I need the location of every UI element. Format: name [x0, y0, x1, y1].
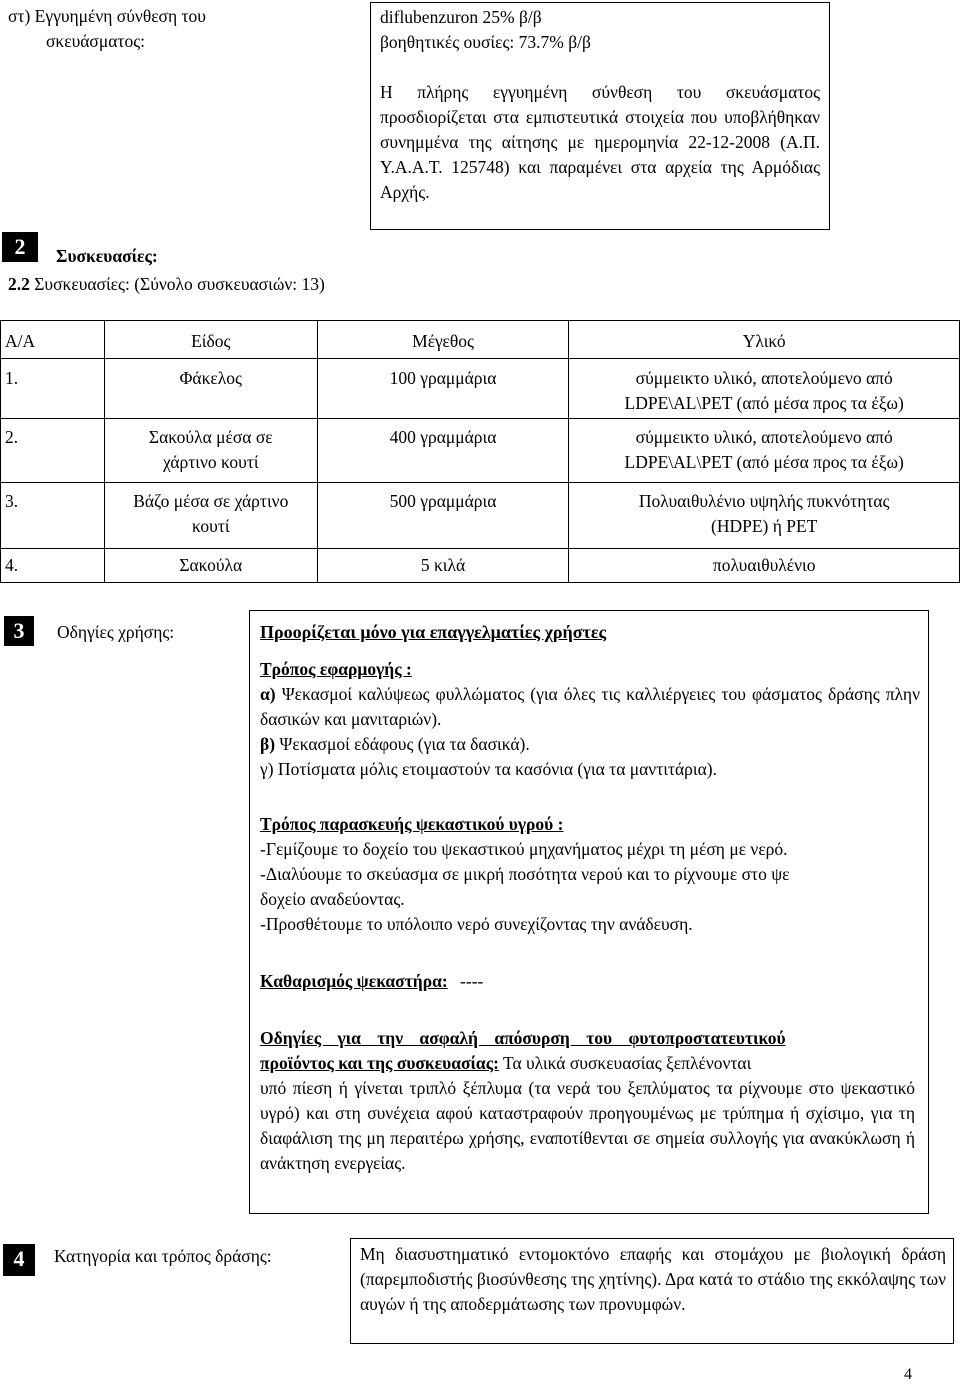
row-material-line2: LDPE\AL\PET (από μέσα προς τα έξω) [624, 393, 904, 413]
disposal-text-a: Τα υλικά συσκευασίας ξεπλένονται [498, 1053, 752, 1073]
table-header-row [1, 321, 960, 359]
packaging-table [0, 320, 960, 583]
row-material-line1: Πολυαιθυλένιο υψηλής πυκνότητας [638, 491, 890, 511]
disposal-title-line [260, 1026, 915, 1051]
section2-number-badge: 2 [2, 232, 38, 262]
application-b-text: Ψεκασμοί εδάφους (για τα δασικά). [275, 734, 530, 754]
action-mode-box [350, 1238, 954, 1344]
row-kind-line1: Βάζο μέσα σε χάρτινο [133, 491, 289, 511]
row-kind-line1: Σακούλα μέσα σε [148, 427, 273, 447]
row-material [569, 483, 960, 549]
row-material [569, 419, 960, 483]
section4-number-badge: 4 [3, 1244, 35, 1276]
table-row [1, 549, 960, 583]
row-kind-line2: χάρτινο κουτί [162, 452, 259, 472]
cleaning-value: ---- [460, 971, 484, 991]
application-c: γ) Ποτίσματα μόλις ετοιμαστούν τα κασόνια (για τα μαντιτάρια). [260, 759, 717, 779]
preparation-title: Τρόπος παρασκευής ψεκαστικού υγρού : [260, 814, 564, 834]
row-kind: Φάκελος [104, 359, 317, 419]
preparation-step2b: δοχείο αναδεύοντας. [260, 889, 405, 909]
table-row [1, 359, 960, 419]
application-title: Τρόπος εφαρμογής : [260, 659, 412, 679]
application-a-label: α) [260, 684, 276, 704]
row-size: 500 γραμμάρια [317, 483, 569, 549]
row-no: 2. [1, 419, 105, 483]
section3-label: Οδηγίες χρήσης: [57, 622, 175, 642]
row-material [569, 359, 960, 419]
section2-subtitle-text: Συσκευασίες: (Σύνολο συσκευασιών: 13) [29, 274, 325, 294]
row-kind [104, 483, 317, 549]
preparation-step1: -Γεμίζουμε το δοχείο του ψεκαστικού μηχανήματος μέχρι τη μέση με νερό. [260, 839, 788, 859]
instructions-box [249, 610, 929, 1214]
cleaning-title: Καθαρισμός ψεκαστήρα: [260, 971, 448, 991]
table-row [1, 483, 960, 549]
composition-label [8, 4, 368, 54]
action-mode-text: Μη διασυστηματικό εντομοκτόνο επαφής και στομάχου με βιολογική δράση (παρεμποδιστής βιοσύνθεσης της χητίνης). Δρα κατά το στάδιο της εκκόλαψης των αυγών ή της αποδερμάτωσης των προνυμφών. [360, 1244, 946, 1314]
row-no: 3. [1, 483, 105, 549]
section3-number-badge: 3 [4, 616, 34, 646]
row-no: 1. [1, 359, 105, 419]
application-b-label: β) [260, 734, 276, 754]
row-kind-line2: κουτί [191, 516, 230, 536]
row-size: 400 γραμμάρια [317, 419, 569, 483]
application-a-text: Ψεκασμοί καλύψεως φυλλώματος (για όλες τις καλλιέργειες του φάσματος δράσης πλην δασικών και μανιταριών). [260, 684, 920, 729]
row-kind: Σακούλα [104, 549, 317, 583]
application-b [260, 732, 920, 757]
preparation-step2a: -Διαλύουμε το σκεύασμα σε μικρή ποσότητα νερού και το ρίχνουμε στο ψε [260, 864, 790, 884]
composition-box [370, 2, 830, 230]
page-number: 4 [904, 1366, 912, 1383]
header-material: Υλικό [569, 321, 960, 359]
composition-label-line2: σκευάσματος: [46, 31, 145, 51]
application-a [260, 682, 920, 732]
disposal-text-b: υπό πίεση ή γίνεται τριπλό ξέπλυμα (τα νερά του ξεπλύματος τα ρίχνουμε στο ψεκαστικό υγρό) και στη συνέχεια αφού καταστραφούν προηγουμένως με τρύπημα ή σχίσιμο, για τη διαφάλιση της μη περαιτέρω χρήσης, εναποτίθενται σε σημεία συλλογής για ανακύκλωση ή ανάκτηση ενεργείας. [260, 1078, 915, 1173]
preparation-step3: -Προσθέτουμε το υπόλοιπο νερό συνεχίζοντας την ανάδευση. [260, 914, 693, 934]
row-material: πολυαιθυλένιο [569, 549, 960, 583]
composition-label-line1: στ) Εγγυημένη σύνθεση του [8, 6, 206, 26]
row-material-line1: σύμμεικτο υλικό, αποτελούμενο από [635, 427, 893, 447]
row-material-line2: LDPE\AL\PET (από μέσα προς τα έξω) [624, 452, 904, 472]
row-no: 4. [1, 549, 105, 583]
row-kind [104, 419, 317, 483]
row-material-line1: σύμμεικτο υλικό, αποτελούμενο από [635, 368, 893, 388]
section2-title: Συσκευασίες: [56, 246, 158, 266]
header-kind: Είδος [104, 321, 317, 359]
row-size: 5 κιλά [317, 549, 569, 583]
section4-label: Κατηγορία και τρόπος δράσης: [54, 1246, 272, 1266]
header-size: Μέγεθος [317, 321, 569, 359]
composition-line2: βοηθητικές ουσίες: 73.7% β/β [380, 32, 591, 52]
professional-use-note: Προορίζεται μόνο για επαγγελματίες χρήστες [260, 622, 607, 642]
row-size: 100 γραμμάρια [317, 359, 569, 419]
disposal-title-a: Οδηγίες για την ασφαλή απόσυρση του φυτοπροστατευτικού [260, 1028, 786, 1048]
cleaning-line [260, 969, 920, 994]
disposal-title-b: προϊόντος και της συσκευασίας: [260, 1053, 499, 1073]
disposal-line2 [260, 1051, 915, 1076]
row-material-line2: (HDPE) ή PET [711, 516, 818, 536]
composition-line1: diflubenzuron 25% β/β [380, 7, 542, 27]
table-row [1, 419, 960, 483]
section2-subtitle-number: 2.2 [8, 274, 30, 294]
section2-subtitle [8, 272, 325, 297]
header-no: Α/Α [1, 321, 105, 359]
composition-paragraph: Η πλήρης εγγυημένη σύνθεση του σκευάσματος προσδιορίζεται στα εμπιστευτικά στοιχεία που υποβλήθηκαν συνημμένα της αίτησης με ημερομηνία 22-12-2008 (Α.Π. Υ.Α.Α.Τ. 125748) και παραμένει στα αρχεία της Αρμόδιας Αρχής. [380, 82, 820, 202]
